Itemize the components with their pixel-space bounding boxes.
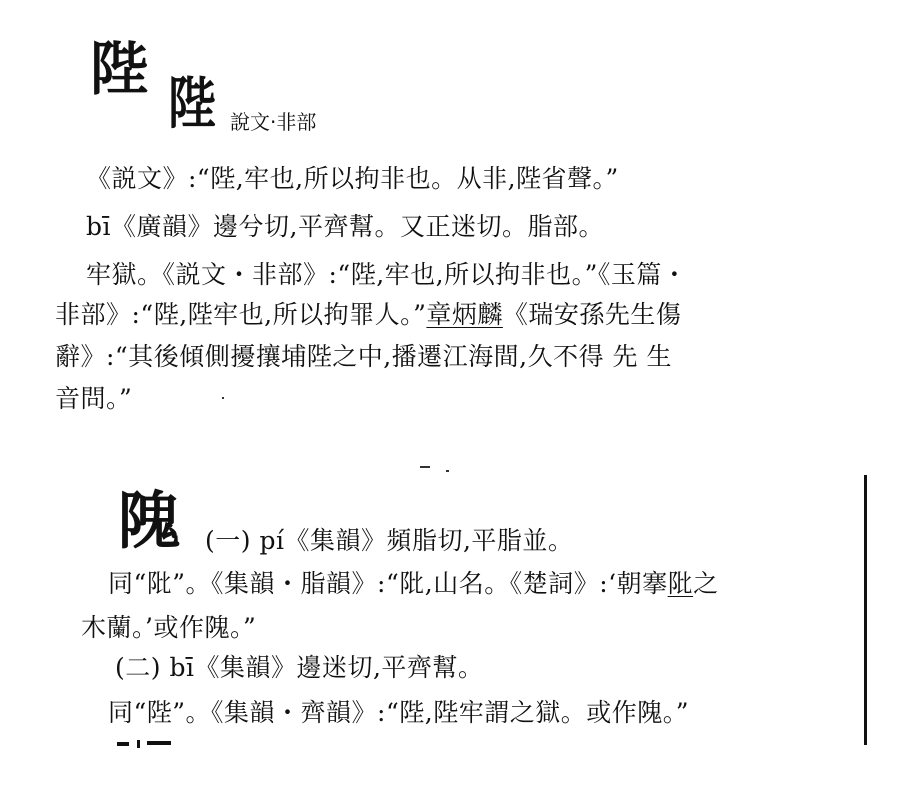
quote-line: 辭》:“其後傾側擾攘埔陛之中,播遷江海間,久不得 先 生 [55, 342, 672, 371]
citation-text: 非部》:“陛,陛牢也,所以拘罪人。” [55, 300, 427, 329]
scan-speck [420, 466, 430, 468]
definition-text-end: 之 [693, 569, 719, 598]
reading-one-definition-continued: 木蘭。’或作隗。” [81, 613, 257, 642]
scan-speck [446, 470, 449, 472]
definition-line-continued [55, 302, 681, 327]
reading-two-definition: 同“陛”。《集韻・齊韻》:“陛,陛牢謂之獄。或作隗。” [108, 698, 689, 727]
work-title: 《瑞安孫先生傷 [502, 300, 682, 329]
scan-speck [222, 397, 224, 399]
column-rule [864, 475, 867, 745]
definition-text: 同“阰”。《集韻・脂韻》:“阰,山名。《楚詞》:‘朝搴 [108, 569, 668, 598]
quote-line-end: 音問。” [55, 384, 133, 413]
seal-source-label: 說文·非部 [230, 110, 317, 134]
underlined-character: 阰 [667, 569, 694, 598]
shuowen-quote-line: 《説文》:“陛,牢也,所以拘非也。从非,陛省聲。” [86, 164, 619, 193]
headword-character-2: 隗 [118, 484, 181, 557]
reading-two-line: (二) bī《集韻》邊迷切,平齊幫。 [115, 653, 484, 682]
headword-character: 陛 [90, 35, 147, 103]
pronunciation-line: bī《廣韻》邊兮切,平齊幫。又正迷切。脂部。 [86, 212, 604, 241]
definition-line: 牢獄。《説文・非部》:“陛,牢也,所以拘非也。”《玉篇・ [86, 260, 688, 289]
reading-one-definition [108, 571, 719, 596]
reading-one-line: (一) pí《集韻》頻脂切,平脂並。 [205, 526, 574, 555]
seal-script-form: 陛 [168, 71, 216, 137]
cut-off-text-fragment [117, 738, 177, 748]
author-name: 章炳麟 [426, 300, 503, 329]
